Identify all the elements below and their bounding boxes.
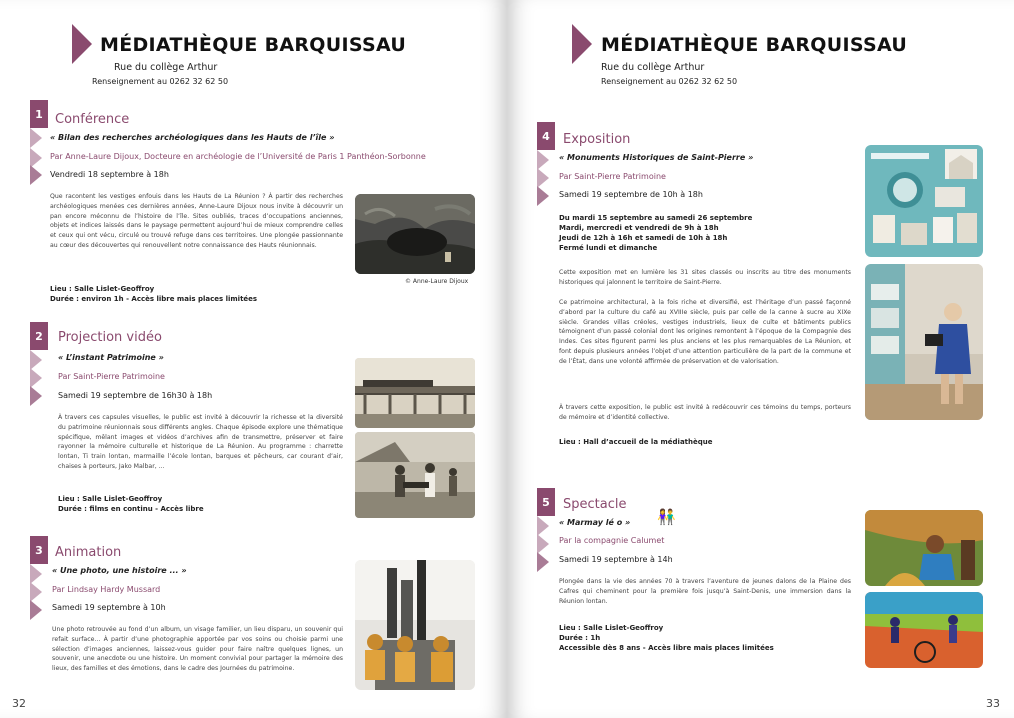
chevron-icon xyxy=(537,186,549,206)
section-date: Samedi 19 septembre à 14h xyxy=(559,555,673,564)
chevron-icon xyxy=(537,534,549,554)
section-date: Samedi 19 septembre de 10h à 18h xyxy=(559,190,703,199)
section-body: Cette exposition met en lumière les 31 sites classés ou inscrits au titre des monuments historiques qui jalonnent le territoire de Saint-Pierre. xyxy=(559,269,851,286)
header-address: Rue du collège Arthur xyxy=(601,62,705,73)
chevron-icon xyxy=(30,350,42,370)
header-triangle-icon xyxy=(72,24,92,64)
section-body: À travers ces capsules visuelles, le public est invité à découvrir la richesse et la diversité du patrimoine réunionnais sous différents angles. Chaque épisode explore une thématique spécifique, mêlant images et vidéos d’archives afin de transmettre, préserver et faire rayonner la mémoire culturelle et historique de La Réunion. Au programme : charrette lontan, Ti train lontan, marmaille l’école lontan, barques et pêcheurs, car courant d’air, chaises à porteurs, Jako Malbar, ... xyxy=(58,414,343,470)
porters-archive-photo xyxy=(355,432,475,518)
section-subtitle: « Une photo, une histoire ... » xyxy=(52,566,187,575)
chevron-icon xyxy=(30,165,42,185)
header-phone: Renseignement au 0262 32 62 50 xyxy=(601,77,738,86)
section-number-badge: 2 xyxy=(30,322,48,350)
section-title: Conférence xyxy=(55,112,130,127)
chevron-icon xyxy=(30,386,42,406)
page-number: 32 xyxy=(12,697,26,710)
chevron-icon xyxy=(537,150,549,170)
section-body: À travers cette exposition, le public est invité à redécouvrir ces témoins du temps, porteurs de mémoire et d’identité collective. xyxy=(559,404,851,421)
schedule-line: Mardi, mercredi et vendredi de 9h à 18h xyxy=(559,224,719,232)
header-triangle-icon xyxy=(572,24,592,64)
show-painting-photo-1 xyxy=(865,510,983,586)
section-info-line: Lieu : Salle Lislet-Geoffroy xyxy=(559,624,664,632)
chevron-icon xyxy=(30,600,42,620)
section-speaker: Par Lindsay Hardy Mussard xyxy=(52,585,161,594)
page-number: 33 xyxy=(986,697,1000,710)
exhibition-visitor-photo xyxy=(865,264,983,420)
schedule-line: Jeudi de 12h à 16h et samedi de 10h à 18h xyxy=(559,234,728,242)
section-speaker: Par Saint-Pierre Patrimoine xyxy=(559,172,666,181)
section-speaker: Par Anne-Laure Dijoux, Docteure en archéologie de l’Université de Paris 1 Panthéon-Sorbonne xyxy=(50,152,426,161)
show-painting-photo-2 xyxy=(865,592,983,668)
chevron-icon xyxy=(30,582,42,602)
section-subtitle: « Bilan des recherches archéologiques dans les Hauts de l’île » xyxy=(50,133,335,142)
section-subtitle: « Monuments Historiques de Saint-Pierre » xyxy=(559,153,754,162)
monuments-poster-photo xyxy=(865,145,983,257)
header-title: MÉDIATHÈQUE BARQUISSAU xyxy=(100,34,407,56)
photo-caption: © Anne-Laure Dijoux xyxy=(405,278,469,285)
train-archive-photo xyxy=(355,358,475,428)
section-title: Animation xyxy=(55,545,122,560)
schedule-line: Du mardi 15 septembre au samedi 26 septembre xyxy=(559,214,753,222)
section-body: Une photo retrouvée au fond d’un album, un visage familier, un lieu disparu, un souvenir qui refait surface... À partir d’une photographie apportée par vos soins ou choisie parmi une sélection d’images anciennes, laissez-vous guider pour faire naître quelques lignes, un souvenir, une anecdote ou une histoire. Un moment convivial pour partager la mémoire des lieux, des familles et des émotions, dans le cadre des Journées du patrimoine. xyxy=(52,626,343,673)
cave-photo xyxy=(355,194,475,274)
children-icon: 👫 xyxy=(657,508,676,526)
chevron-icon xyxy=(537,168,549,188)
section-title: Exposition xyxy=(563,132,631,147)
header-phone: Renseignement au 0262 32 62 50 xyxy=(92,77,229,86)
section-body: Plongée dans la vie des années 70 à travers l’aventure de jeunes dalons de la Plaine des Cafres qui cheminent pour la première fois jusqu’à Saint-Denis, une immersion dans la Réunion lontan. xyxy=(559,578,851,605)
section-info-line: Lieu : Salle Lislet-Geoffroy xyxy=(58,495,163,503)
section-number-badge: 5 xyxy=(537,488,555,516)
section-number-badge: 3 xyxy=(30,536,48,564)
section-subtitle: « Marmay lé o » xyxy=(559,518,631,527)
section-date: Vendredi 18 septembre à 18h xyxy=(50,170,169,179)
section-title: Projection vidéo xyxy=(58,330,162,345)
section-number-badge: 4 xyxy=(537,122,555,150)
section-info-line: Lieu : Hall d’accueil de la médiathèque xyxy=(559,438,713,446)
section-date: Samedi 19 septembre de 16h30 à 18h xyxy=(58,391,213,400)
schedule-line: Fermé lundi et dimanche xyxy=(559,244,658,252)
section-info-line: Durée : 1h xyxy=(559,634,601,642)
chevron-icon xyxy=(537,552,549,572)
header-address: Rue du collège Arthur xyxy=(114,62,218,73)
section-speaker: Par Saint-Pierre Patrimoine xyxy=(58,372,165,381)
section-date: Samedi 19 septembre à 10h xyxy=(52,603,166,612)
section-title: Spectacle xyxy=(563,497,627,512)
chevron-icon xyxy=(30,368,42,388)
chevron-icon xyxy=(30,564,42,584)
chevron-icon xyxy=(537,516,549,536)
section-info-line: Lieu : Salle Lislet-Geoffroy xyxy=(50,285,155,293)
section-info-line: Durée : films en continu - Accès libre xyxy=(58,505,204,513)
section-number-badge: 1 xyxy=(30,100,48,128)
right-page xyxy=(507,0,1014,718)
chevron-icon xyxy=(30,128,42,148)
sugar-factory-photo xyxy=(355,560,475,690)
header-title: MÉDIATHÈQUE BARQUISSAU xyxy=(601,34,908,56)
section-info-line: Accessible dès 8 ans - Accès libre mais places limitées xyxy=(559,644,774,652)
section-body: Ce patrimoine architectural, à la fois riche et diversifié, est l’héritage d’un passé façonné d’abord par la culture du café au XVIIIe siècle, puis par celle de la canne à sucre au XIXe siècle. Grandes villas créoles, vestiges industriels, lieux de culte et bâtiments publics témoignent d’un passé colonial dont les origines remontent à l’époque de la Compagnie des Indes. Ces sites figurent parmi les plus anciens et les plus remarquables de La Réunion, et font depuis plusieurs années l’objet d’une attention particulière de la part de la commune et de l’État, dans une volonté affirmée de préservation et de valorisation. xyxy=(559,299,851,365)
section-speaker: Par la compagnie Calumet xyxy=(559,536,665,545)
section-body: Que racontent les vestiges enfouis dans les Hauts de La Réunion ? À partir des recherches archéologiques menées ces dernières années, Anne-Laure Dijoux nous invite à découvrir un pan encore méconnu de l’histoire de l’île. Sites oubliés, traces d’occupations anciennes, objets et indices laissés dans le paysage permettent aujourd’hui de mieux comprendre celles et ceux qui ont vécu, circulé ou trouvé refuge dans ces territoires. Une plongée passionnante au cœur des découvertes qui renouvellent notre connaissance des Hauts réunionnais. xyxy=(50,193,343,249)
section-info-line: Durée : environ 1h - Accès libre mais places limitées xyxy=(50,295,258,303)
section-subtitle: « L’instant Patrimoine » xyxy=(58,353,164,362)
